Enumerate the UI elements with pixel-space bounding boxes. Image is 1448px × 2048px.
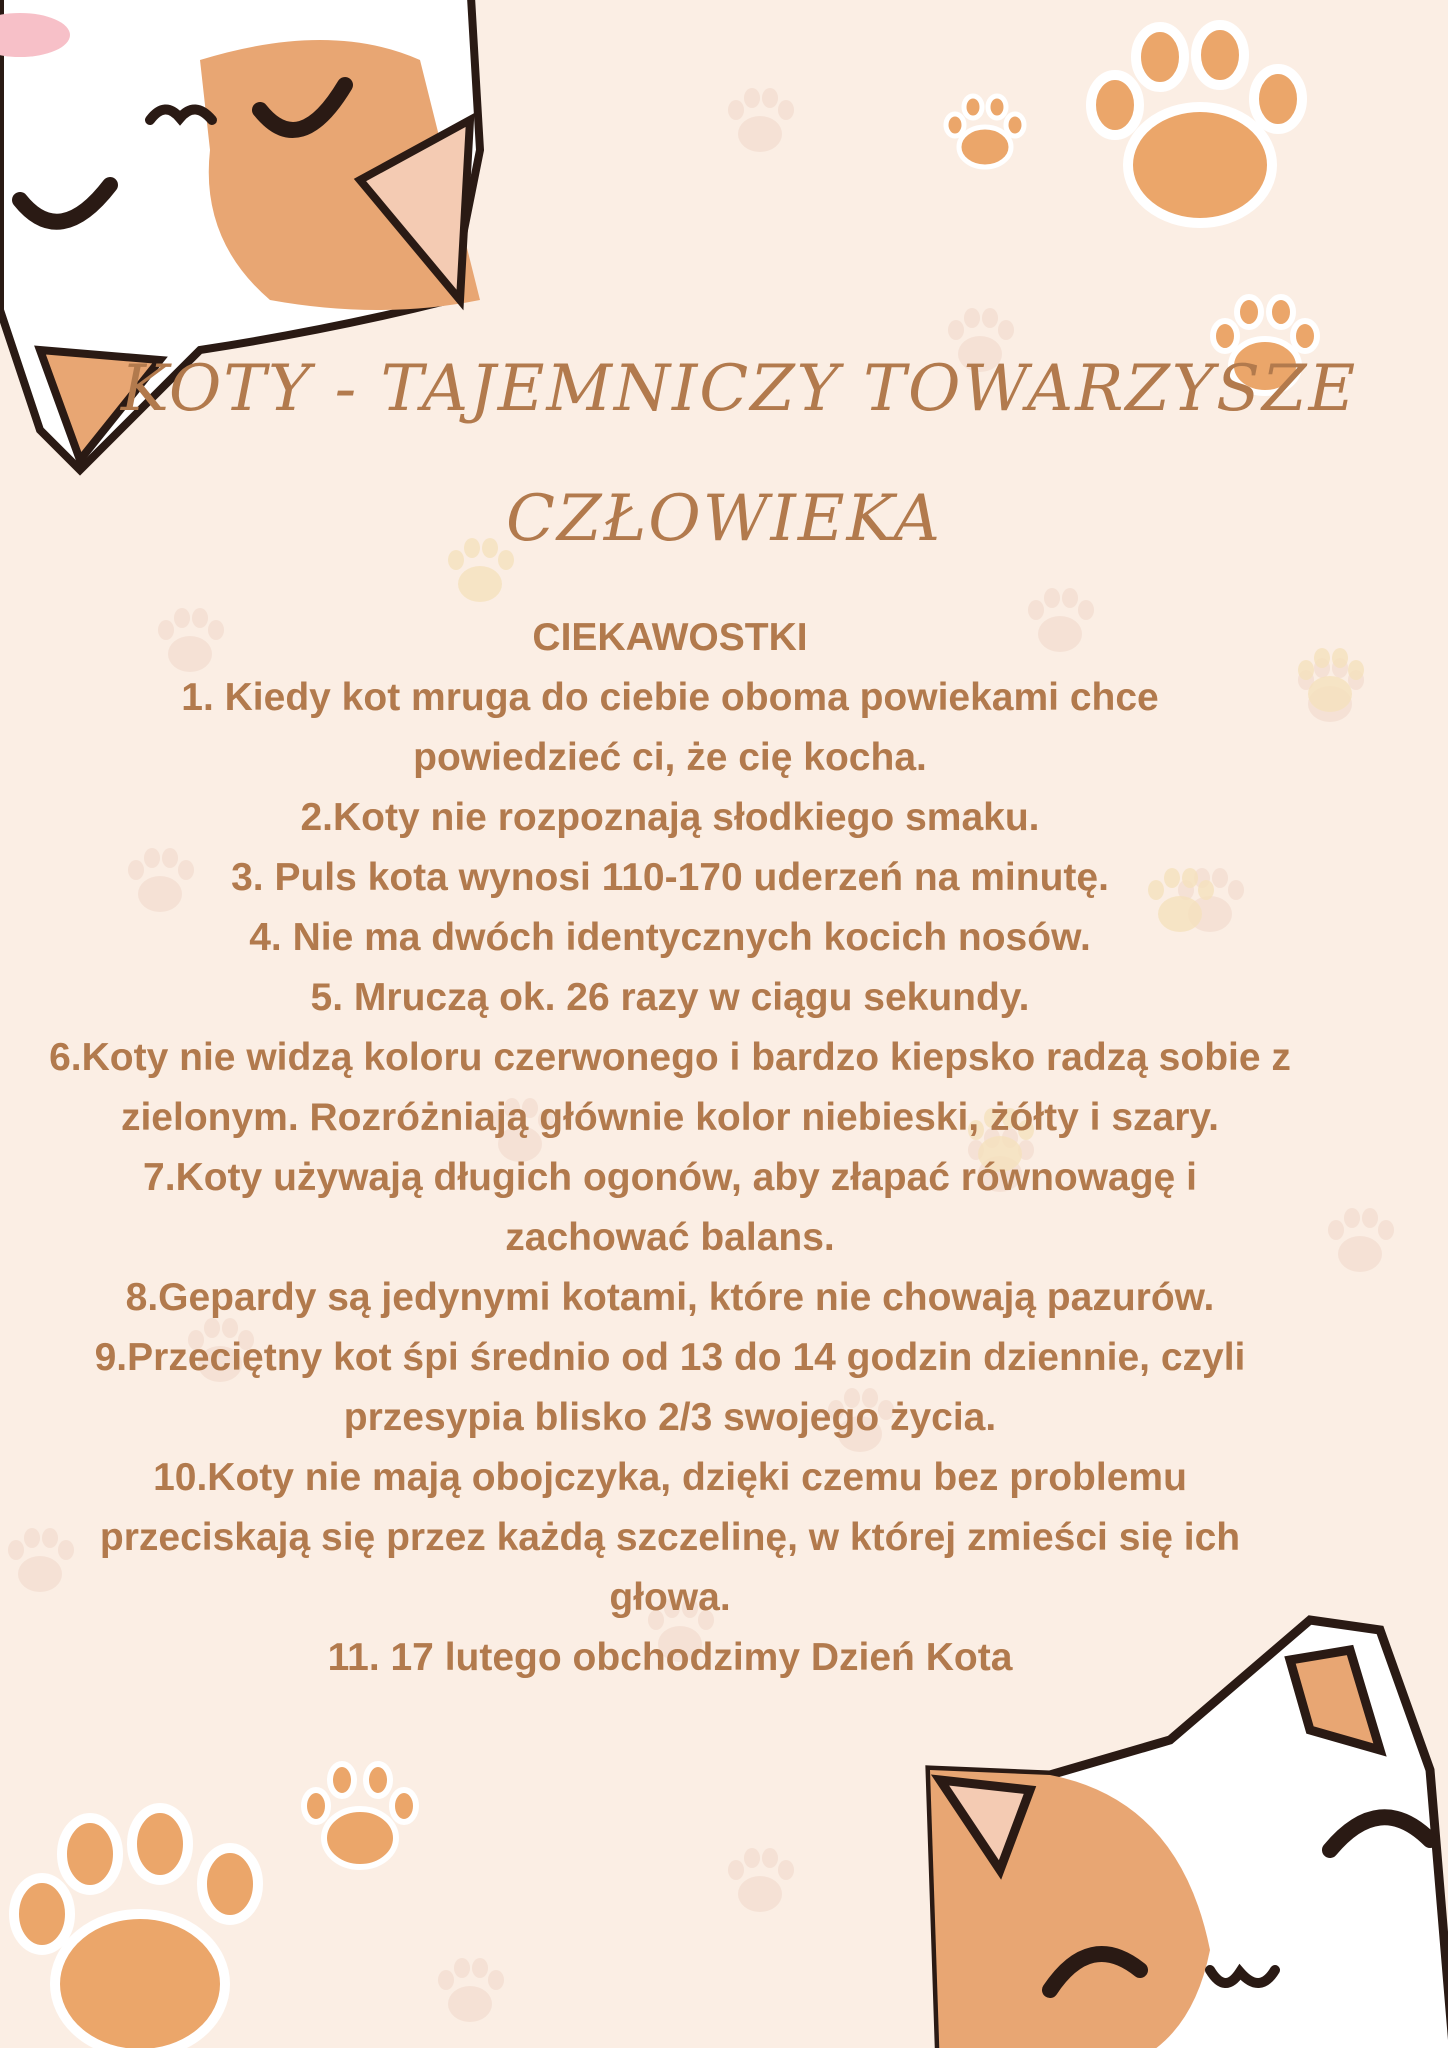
fact-7: 7.Koty używają długich ogonów, aby złapać równowagę i zachować balans.: [143, 1156, 1197, 1259]
fact-1: 1. Kiedy kot mruga do ciebie oboma powiekami chce powiedzieć ci, że cię kocha.: [181, 676, 1159, 779]
fact-11: 11. 17 lutego obchodzimy Dzień Kota: [327, 1636, 1013, 1679]
paw-print-icon: [0, 1800, 300, 2048]
fact-4: 4. Nie ma dwóch identycznych kocich nosów.: [249, 916, 1091, 959]
fact-2: 2.Koty nie rozpoznają słodkiego smaku.: [300, 796, 1040, 839]
paw-print-icon: [290, 1750, 430, 1890]
fact-10: 10.Koty nie mają obojczyka, dzięki czemu bez problemu przeciskają się przez każdą szczelinę, w której zmieści się ich głowa.: [99, 1456, 1241, 1619]
fact-9: 9.Przeciętny kot śpi średnio od 13 do 14 godzin dziennie, czyli przesypia blisko 2/3 swojego życia.: [94, 1336, 1246, 1439]
paw-print-icon: [1070, 20, 1330, 250]
fact-6: 6.Koty nie widzą koloru czerwonego i bardzo kiepsko radzą sobie z zielonym. Rozróżniają głównie kolor niebieski, żółty i szary.: [49, 1036, 1291, 1139]
paw-print-icon: [935, 85, 1035, 185]
section-heading: CIEKAWOSTKI: [532, 616, 808, 659]
fact-3: 3. Puls kota wynosi 110-170 uderzeń na minutę.: [231, 856, 1109, 899]
poster-title-line1: KOTY - TAJEMNICZY TOWARZYSZE: [120, 352, 1358, 426]
poster-title-line2: CZŁOWIEKA: [506, 482, 942, 556]
facts-list: [20, 608, 1320, 1688]
fact-5: 5. Mruczą ok. 26 razy w ciągu sekundy.: [310, 976, 1030, 1019]
fact-8: 8.Gepardy są jedynymi kotami, które nie chowają pazurów.: [125, 1276, 1215, 1319]
